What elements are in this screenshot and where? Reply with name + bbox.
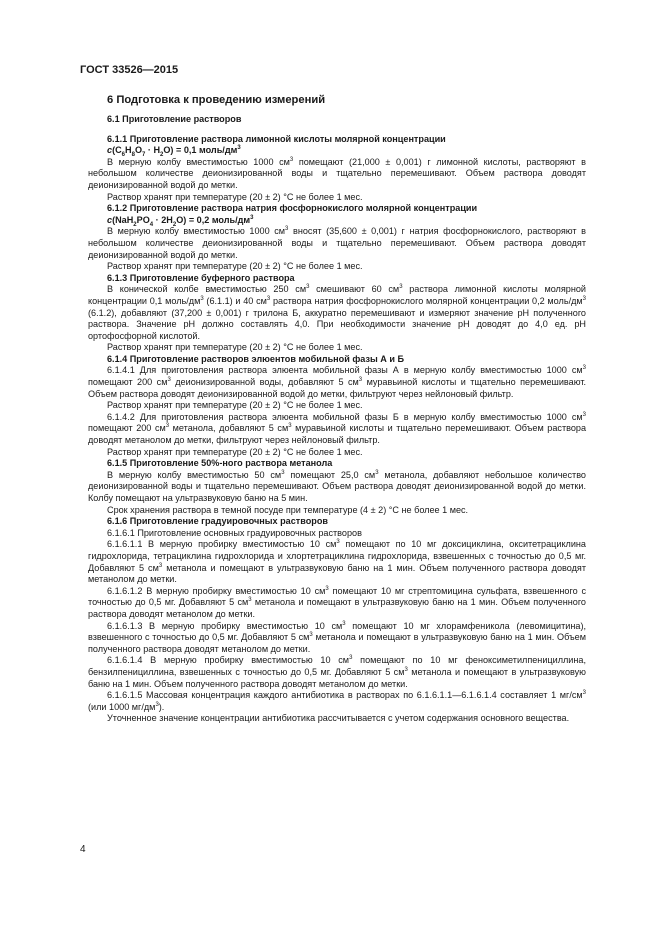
clause-6-1-6-1-2-text: 6.1.6.1.2 В мерную пробирку вместимостью 10 $см^3$ помещают 10 мг стрептомицина сульфата, взвешенного с точностью до 0,5 мг. Добавляют 5 $см^3$ метанола и помещают в ультразвуковую баню на 1 мин. Объем полученного раствора доводят метанолом до метки. [88, 585, 586, 619]
clause-6-1-3-storage: Раствор хранят при температуре (20 ± 2) °С не более 1 мес. [107, 342, 363, 353]
clause-6-1-4-1-storage: Раствор хранят при температуре (20 ± 2) °С не более 1 мес. [107, 400, 363, 411]
clause-6-1-2-text: В мерную колбу вместимостью 1000 $см^3$ вносят (35,600 ± 0,001) г натрия фосфорнокислого, растворяют в небольшом количестве деионизированной воды и тщательно перемешивают. Объем раствора доводят деионизированной водой до метки. [88, 226, 586, 260]
clause-6-1-4-2-text: 6.1.4.2 Для приготовления раствора элюента мобильной фазы Б в мерную колбу вместимостью 1000 $см^3$ помещают 200 $см^3$ метанола, добавляют 5 $см^3$ муравьиной кислоты и тщательно перемешивают. Объем раствора доводят метанолом до метки, фильтруют через нейлоновый фильтр. [88, 411, 587, 446]
clause-6-1-2-formula: $c(NaH_2PO_4 \cdot 2H_2O) = 0,2$ моль/$дм^3$ [107, 214, 254, 228]
clause-6-1-2-storage: Раствор хранят при температуре (20 ± 2) °С не более 1 мес. [107, 261, 363, 272]
clause-6-1-1-title: 6.1.1 Приготовление раствора лимонной кислоты молярной концентрации [107, 133, 446, 144]
clause-6-1-1-storage: Раствор хранят при температуре (20 ± 2) °С не более 1 мес. [107, 191, 363, 202]
clause-6-1-4-title: 6.1.4 Приготовление растворов элюентов мобильной фазы А и Б [107, 353, 405, 364]
clause-6-1-6-1-1-text: 6.1.6.1.1 В мерную пробирку вместимостью 10 $см^3$ помещают по 10 мг доксициклина, окситетрациклина гидрохлорида, тетрациклина гидрохлорида и хлортетрациклина гидрохлорида, взвешенных с точностью до 0,5 мг. Добавляют 5 $см^3$ метанола и помещают в ультразвуковую баню на 1 мин. Объем полученного раствора доводят метанолом до метки. [88, 539, 586, 585]
clause-6-1-1-formula: $c(C_6H_8O_7 \cdot H_2O) = 0,1$ моль/$дм^3$ [107, 145, 241, 158]
page-number: 4 [80, 844, 86, 855]
document-header: ГОСТ 33526—2015 [80, 64, 179, 76]
clause-6-1-6-1-3-text: 6.1.6.1.3 В мерную пробирку вместимостью 10 $см^3$ помещают 10 мг хлорамфеникола (левомицитина), взвешенного с точностью до 0,5 мг. Добавляют 5 $см^3$ метанола и помещают в ультразвуковую баню на 1 мин. Объем полученного раствора доводят метанолом до метки. [88, 620, 586, 654]
clause-6-1-4-1-text: 6.1.4.1 Для приготовления раствора элюента мобильной фазы А в мерную колбу вместимостью 1000 $см^3$ помещают 200 $см^3$ деионизированной воды, добавляют 5 $см^3$ муравьиной кислоты и тщательно перемешивают. Объем раствора доводят деионизированной водой до метки, фильтруют через нейлоновый фильтр. [88, 365, 587, 399]
clause-6-1-1-text: В мерную колбу вместимостью 1000 $см^3$ помещают (21,000 ± 0,001) г лимонной кислоты, растворяют в небольшом количестве деионизированной воды и тщательно перемешивают. Объем раствора доводят деионизированной водой до метки. [88, 156, 586, 190]
clause-6-1-3-text: В конической колбе вместимостью 250 $см^3$ смешивают 60 $см^3$ раствора лимонной кислоты молярной концентрации 0,1 моль/$дм^3$ (6.1.1) и 40 $см^3$ раствора натрия фосфорнокислого молярной концентрации 0,2 моль/$дм^3$ (6.1.2), добавляют (37,200 ± 0,001) г трилона Б, аккуратно перемешивают и измеряют значение pH полученного раствора. Значение pH должно составлять 4,0. При необходимости значение pH доводят до 4,0 ед. pH ортофосфорной кислотой. [88, 284, 586, 341]
page-content [88, 93, 586, 725]
clause-6-1-6-1-heading: 6.1.6.1 Приготовление основных градуировочных растворов [107, 527, 362, 538]
clause-6-1-6-note: Уточненное значение концентрации антибиотика рассчитывается с учетом содержания основного вещества. [107, 713, 570, 724]
clause-6-1-2-title: 6.1.2 Приготовление раствора натрия фосфорнокислого молярной концентрации [107, 203, 478, 214]
clause-6-1-3-title: 6.1.3 Приготовление буферного раствора [107, 272, 295, 283]
clause-6-1-6-1-5-text: 6.1.6.1.5 Массовая концентрация каждого антибиотика в растворах по 6.1.6.1.1—6.1.6.1.4 составляет 1 $мг/см^3$ (или 1000 $мг/дм^3$). [88, 690, 586, 712]
clause-6-1-5-storage: Срок хранения раствора в темной посуде при температуре (4 ± 2) °С не более 1 мес. [107, 504, 469, 515]
clause-6-1-5-title: 6.1.5 Приготовление 50%-ного раствора метанола [107, 458, 333, 469]
clause-6-1-6-title: 6.1.6 Приготовление градуировочных растворов [107, 516, 328, 527]
section-title: 6 Подготовка к проведению измерений [107, 94, 326, 106]
subsection-title: 6.1 Приготовление растворов [107, 114, 242, 124]
clause-6-1-5-text: В мерную колбу вместимостью 50 $см^3$ помещают 25,0 $см^3$ метанола, добавляют небольшое количество деионизированной воды и тщательно перемешивают. Объем раствора доводят деионизированной водой до метки. Колбу помещают на ультразвуковую баню на 5 мин. [88, 469, 586, 503]
clause-6-1-4-2-storage: Раствор хранят при температуре (20 ± 2) °С не более 1 мес. [107, 446, 363, 457]
clause-6-1-6-1-4-text: 6.1.6.1.4 В мерную пробирку вместимостью 10 $см^3$ помещают по 10 мг феноксиметилпенициллина, бензилпенициллина, взвешенных с точностью до 0,5 мг. Добавляют 5 $см^3$ метанола и помещают в ультразвуковую баню на 1 мин. Объем полученного раствора доводят метанолом до метки. [88, 655, 587, 689]
